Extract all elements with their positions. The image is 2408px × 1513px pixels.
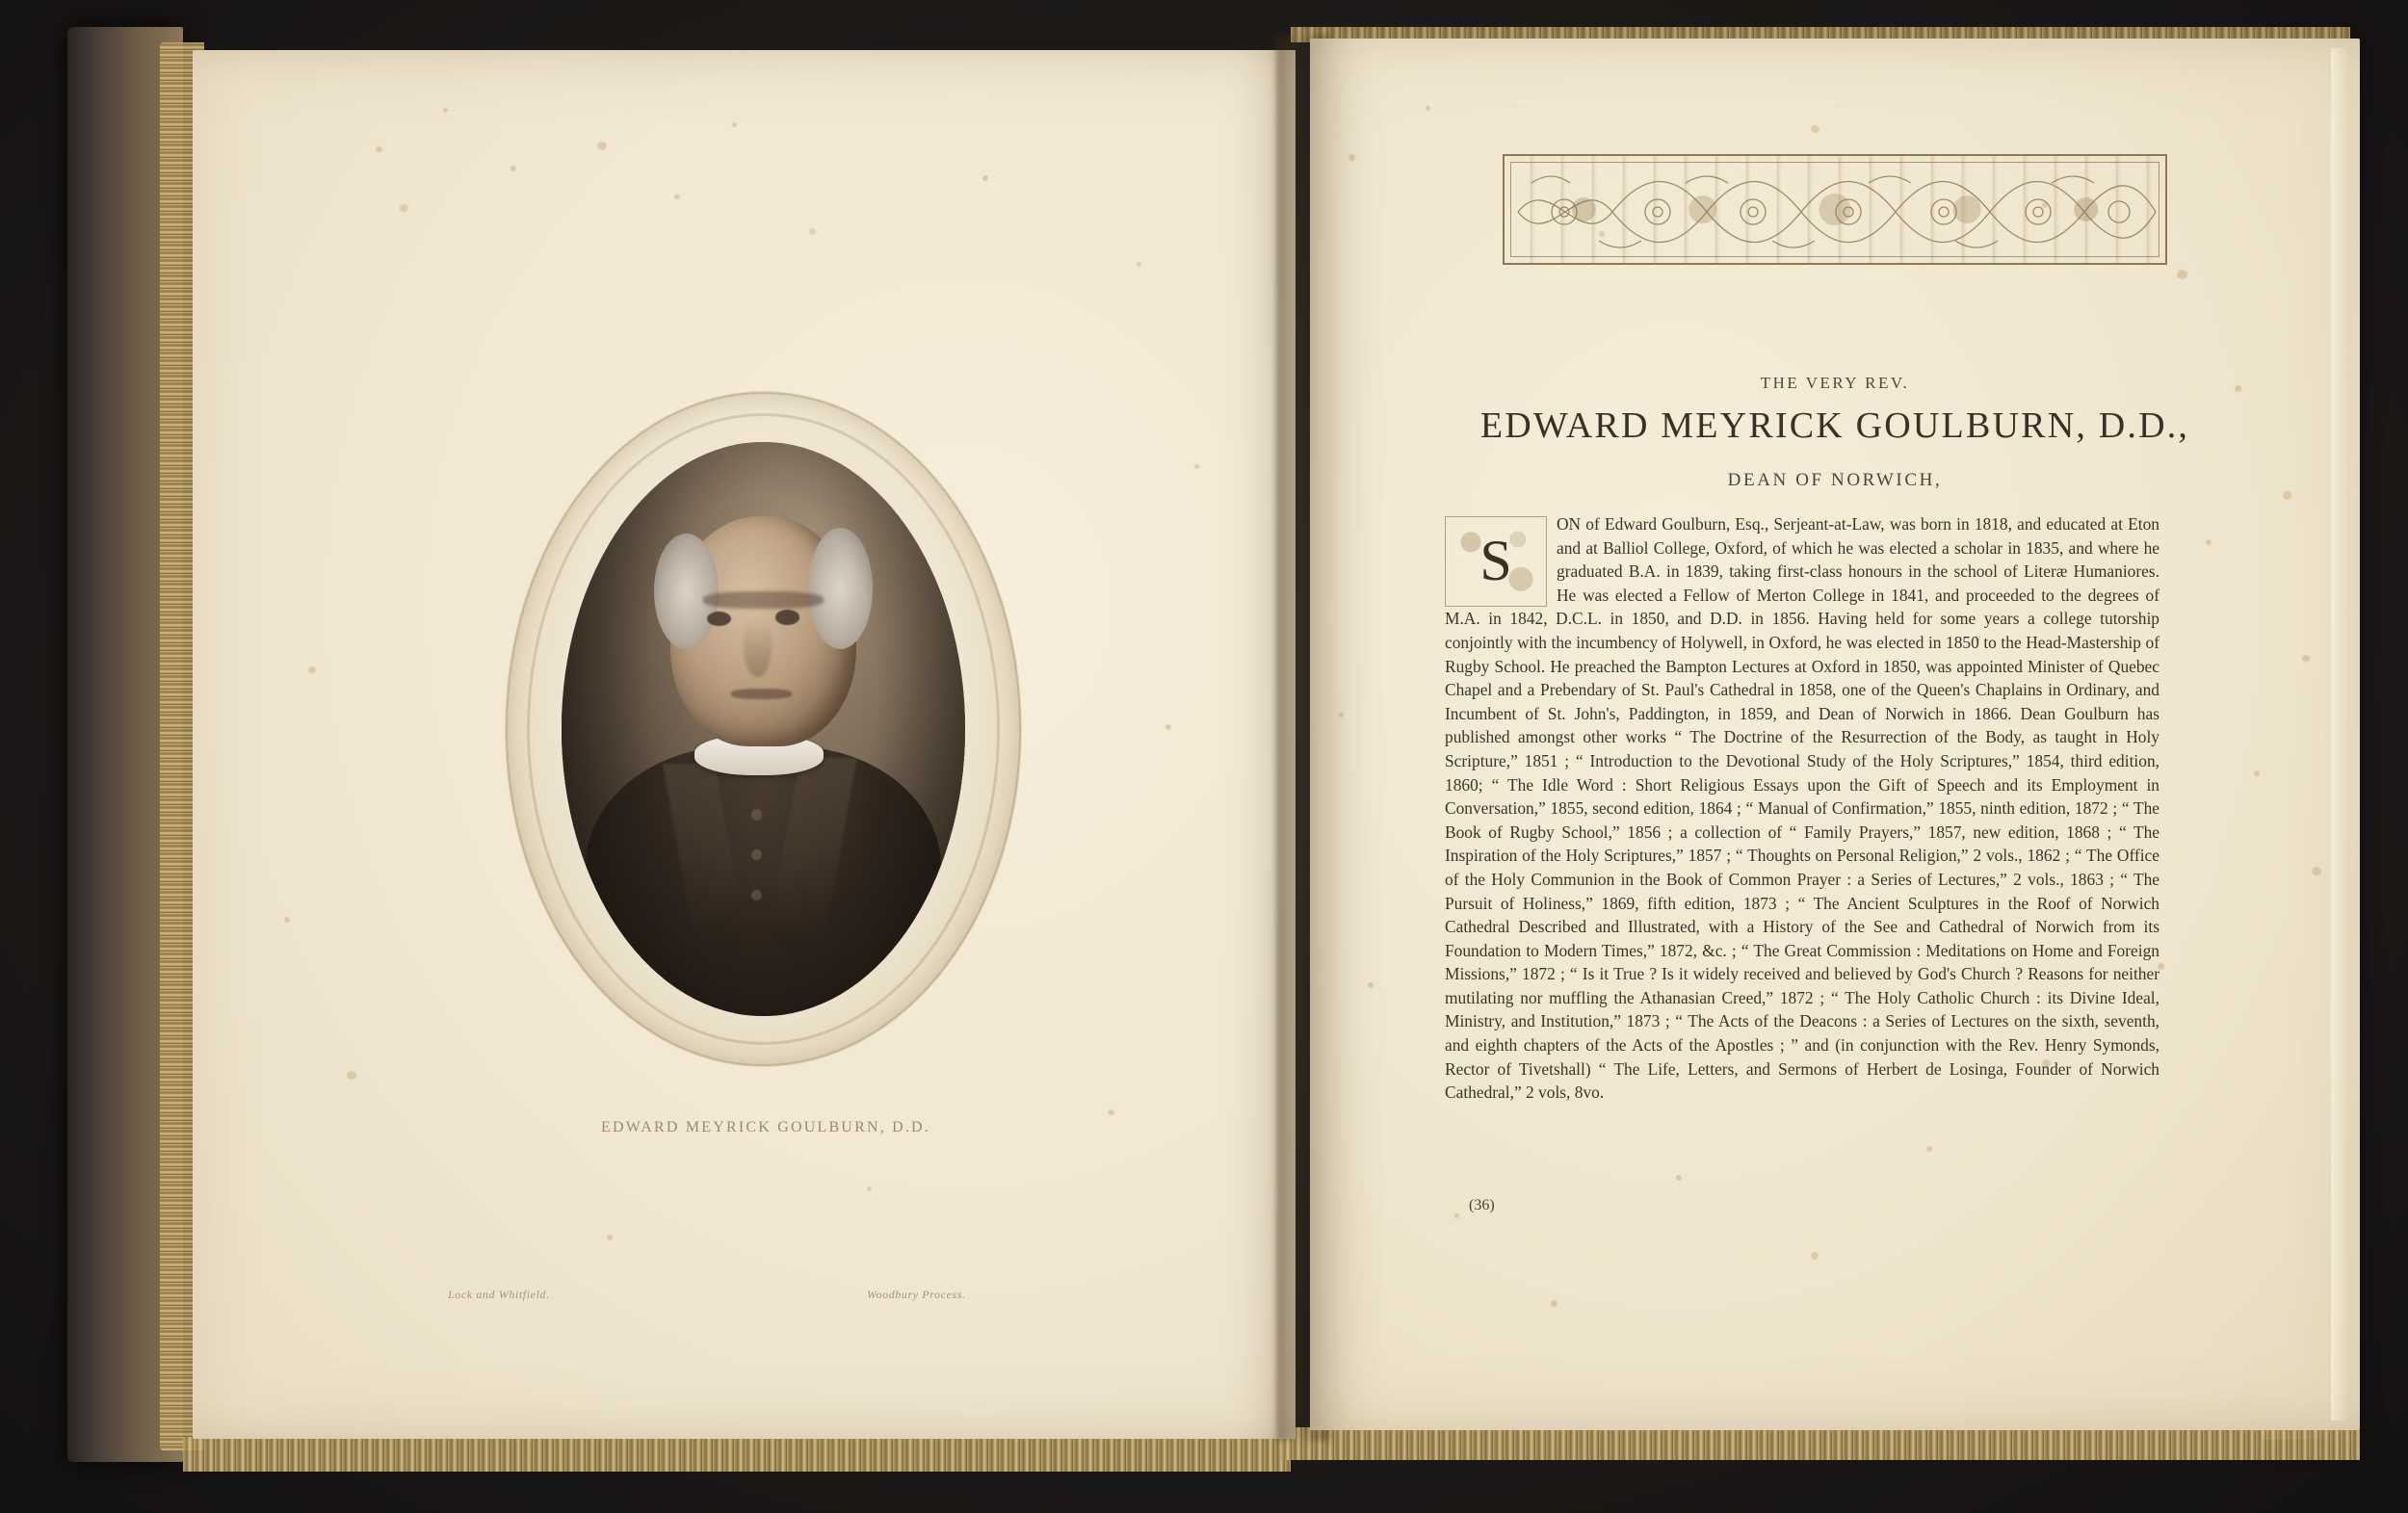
gilt-page-edge-bottom-left [183,1437,1291,1472]
page-title: EDWARD MEYRICK GOULBURN, D.D., [1479,405,2190,446]
ornament-scrollwork-icon [1512,164,2161,259]
drop-cap-letter: S [1479,529,1512,593]
kicker-line: THE VERY REV. [1760,374,1910,392]
page-edge-highlight [2331,48,2350,1421]
open-book [67,10,2341,1493]
page-number: (36) [1469,1197,1495,1213]
page-subtitle: DEAN OF NORWICH, [1727,470,1943,490]
gilt-page-edge-bottom-right [1281,1427,2360,1460]
portrait-photograph [506,392,1021,1066]
portrait-oval-image [562,442,965,1016]
decorative-headpiece-ornament [1503,154,2167,265]
photographer-credit: Lock and Whitfield. [448,1288,550,1301]
biography-body-text: ON of Edward Goulburn, Esq., Serjeant-at-Law, was born in 1818, and educated at Eton and at Balliol College, Oxford, of which he was elected a scholar in 1835, and where he graduated B.A. in 1839, taking first-class honours in the school of Literæ Humaniores. He was elected a Fellow of Merton College in 1841, and proceeded to the degrees of M.A. in 1842, D.C.L. in 1850, and D.D. in 1856. Having held for some years a college tutorship conjointly with the incumbency of Holywell, in Oxford, he was elected in 1850 to the Head-Mastership of Rugby School. He preached the Bampton Lectures at Oxford in 1850, was appointed Minister of Quebec Chapel and a Prebendary of St. Paul's Cathedral in 1858, one of the Queen's Chaplains in Ordinary, and Incumbent of St. John's, Paddington, in 1859, and Dean of Norwich in 1866. Dean Goulburn has published amongst other works “ The Doctrine of the Resurrection of the Body, as taught in Holy Scripture,” 1851 ; “ Introduction to the Devotional Study of the Holy Scriptures,” 1854, third edition, 1860; “ The Idle Word : Short Religious Essays upon the Gift of Speech and its Employment in Conversation,” 1855, second edition, 1864 ; “ Manual of Confirmation,” 1855, ninth edition, 1872 ; “ The Book of Rugby School,” 1856 ; a collection of “ Family Prayers,” 1857, new edition, 1868 ; “ The Inspiration of the Holy Scriptures,” 1857 ; “ Thoughts on Personal Religion,” 2 vols., 1862 ; “ The Office of the Holy Communion in the Book of Common Prayer : a Series of Lectures,” 2 vols., 1863 ; “ The Pursuit of Holiness,” 1869, fifth edition, 1873 ; “ The Ancient Sculptures in the Roof of Norwich Cathedral Described and Illustrated, with a History of the See and Cathedral of Norwich from its Foundation to Modern Times,” 1872, &c. ; “ The Great Commission : Meditations on Home and Foreign Missions,” 1872 ; “ Is it True ? Is it widely received and believed by God's Church ? Reasons for neither mutilating nor muffling the Athanasian Creed,” 1872 ; “ The Holy Catholic Church : its Divine Ideal, Ministry, and Institution,” 1873 ; “ The Acts of the Deacons : a Series of Lectures on the sixth, seventh, and eighth chapters of the Acts of the Apostles ; ” and (in conjunction with the Rev. Henry Symonds, Rector of Tivetshall) “ The Life, Letters, and Sermons of Herbert de Losinga, Founder of Norwich Cathedral,” 2 vols, 8vo. [1445,514,2159,1103]
process-credit: Woodbury Process. [867,1288,966,1301]
biography-text-block [1445,512,2159,1105]
decorated-initial-box [1445,516,1547,607]
left-page [193,50,1296,1439]
photograph-caption: EDWARD MEYRICK GOULBURN, D.D. [600,1119,931,1135]
